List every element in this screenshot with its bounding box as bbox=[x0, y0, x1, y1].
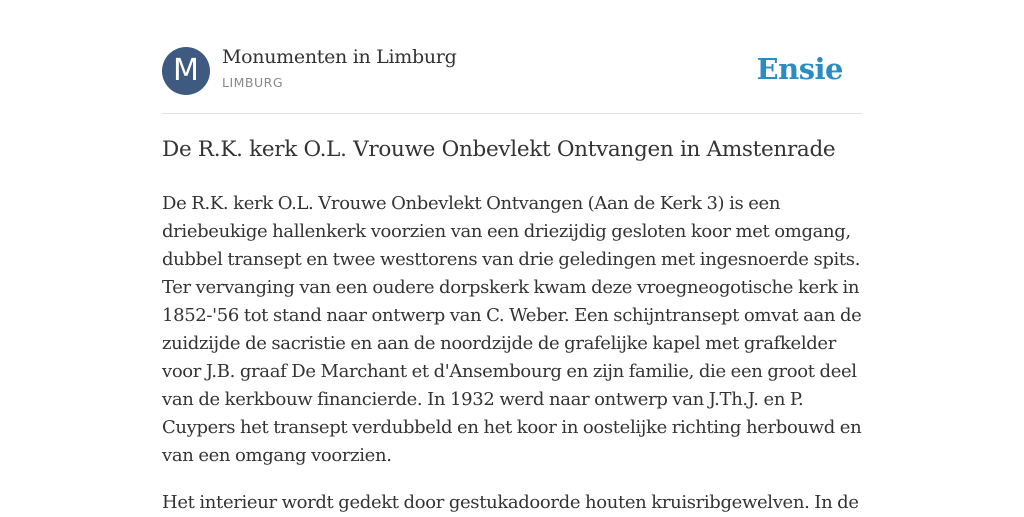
page-container bbox=[162, 0, 862, 513]
article-title: De R.K. kerk O.L. Vrouwe Onbevlekt Ontvangen in Amstenrade bbox=[162, 137, 836, 162]
article-paragraph: Het interieur wordt gedekt door gestukadoorde houten kruisribgewelven. In de bbox=[162, 492, 859, 513]
article-paragraph: De R.K. kerk O.L. Vrouwe Onbevlekt Ontvangen (Aan de Kerk 3) is een driebeukige hallenkerk voorzien van een driezijdig gesloten koor met omgang, dubbel transept en twee westtorens van drie geledingen met ingesnoerde spits. Ter vervanging van een oudere dorpskerk kwam deze vroegneogotische kerk in 1852-'56 tot stand naar ontwerp van C. Weber. Een schijntransept omvat aan de zuidzijde de sacristie en aan de noordzijde de grafelijke kapel met grafkelder voor J.B. graaf De Marchant et d'Ansembourg en zijn familie, die een groot deel van de kerkbouw financierde. In 1932 werd naar ontwerp van J.Th.J. en P. Cuypers het transept verdubbeld en het koor in oostelijke richting herbouwd en van een omgang voorzien. bbox=[162, 193, 862, 466]
site-title-link[interactable]: Monumenten in Limburg bbox=[222, 46, 457, 68]
avatar[interactable]: M bbox=[162, 47, 210, 95]
site-subtitle: LIMBURG bbox=[222, 75, 284, 90]
brand-logo-link[interactable]: Ensie bbox=[756, 52, 843, 86]
site-header bbox=[162, 0, 862, 114]
